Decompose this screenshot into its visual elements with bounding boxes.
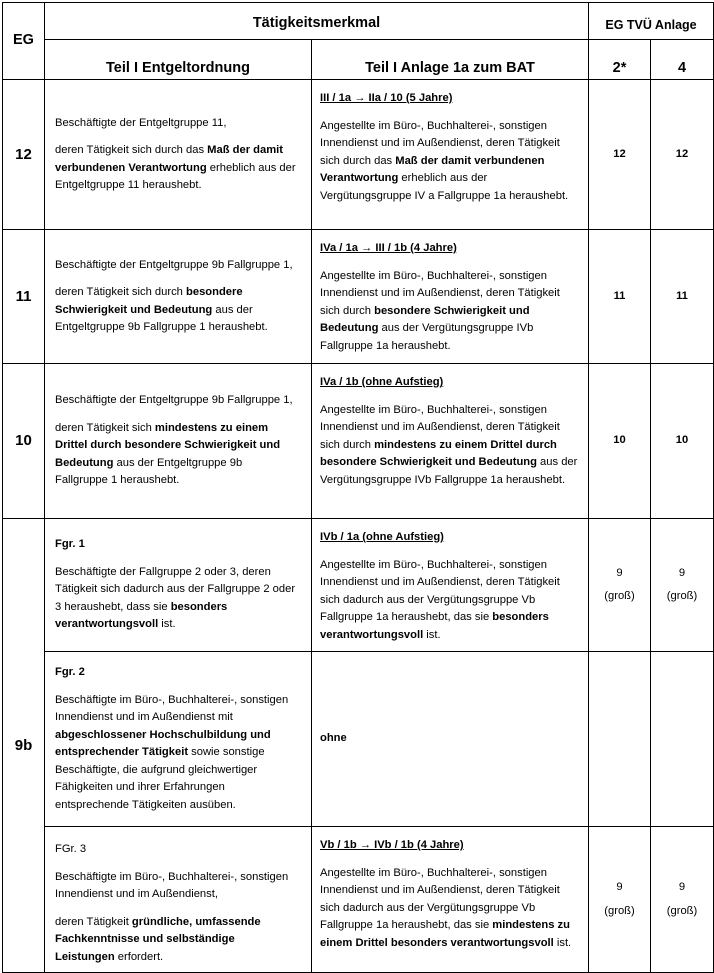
value-col-2 (589, 652, 651, 827)
eg-cell: 9b (3, 519, 45, 973)
header-teil1a: Teil I Anlage 1a zum BAT (312, 40, 589, 80)
cell-text: Beschäftigte im Büro-, Buchhalterei-, sonstigen Innendienst und im Außendienst mit abgeschlossener Hochschulbildung und entsprechender Tätigkeit sowie sonstige Beschäftigte, die aufgrund gleichwertiger Fähigkeiten und ihrer Erfahrungen entsprechende Tätigkeiten ausüben. (55, 693, 289, 811)
cell-text: Beschäftigte im Büro-, Buchhalterei-, sonstigen Innendienst und im Außendienst, (55, 870, 289, 900)
bat-heading: IVb / 1a (ohne Aufstieg) (320, 531, 444, 543)
entgeltordnung-table (2, 2, 714, 973)
value-col-4: 10 (651, 364, 714, 519)
bat-heading: III / 1a → IIa / 10 (5 Jahre) (320, 92, 453, 104)
value-suffix: (groß) (604, 904, 635, 917)
value-col-4: 11 (651, 230, 714, 364)
value-col-4 (651, 519, 714, 652)
value: 9 (616, 566, 623, 579)
bat-cell: ohne (312, 652, 589, 827)
cell-text: Angestellte im Büro-, Buchhalterei-, sonstigen Innendienst und im Außendienst, deren Tätigkeit sich dadurch aus der Vergütungsgruppe Vb Fallgruppe 1a heraushebt, das sie besonders verantwortungsvoll ist. (320, 558, 560, 641)
header-eg: EG (3, 3, 45, 80)
value-col-2: 12 (589, 80, 651, 230)
value-suffix: (groß) (666, 590, 698, 602)
value: 9 (678, 566, 686, 579)
value-col-2 (589, 519, 651, 652)
bat-cell (312, 519, 589, 652)
entgeltordnung-cell (45, 827, 312, 973)
entgeltordnung-cell (45, 652, 312, 827)
fallgruppe-label: Fgr. 1 (55, 538, 85, 551)
value-suffix: (groß) (604, 590, 635, 602)
value-col-2 (589, 827, 651, 973)
entgeltordnung-cell (45, 364, 312, 519)
cell-text: Angestellte im Büro-, Buchhalterei-, sonstigen Innendienst und im Außendienst, deren Tätigkeit sich durch besondere Schwierigkeit und Bedeutung aus der Vergütungsgruppe IVb Fallgruppe 1a heraushebt. (320, 269, 560, 352)
header-eg-tvue-anlage: EG TVÜ Anlage (589, 3, 714, 40)
cell-text: deren Tätigkeit sich durch besondere Schwierigkeit und Bedeutung aus der Entgeltgruppe 9b Fallgruppe 1 heraushebt. (55, 286, 268, 333)
cell-text: Angestellte im Büro-, Buchhalterei-, sonstigen Innendienst und im Außendienst, deren Tätigkeit sich durch das Maß der damit verbundenen Verantwortung erheblich aus der Vergütungsgruppe IV a Fallgruppe 1a heraushebt. (320, 119, 569, 202)
cell-text: deren Tätigkeit sich mindestens zu einem Drittel durch besondere Schwierigkeit und Bedeutung aus der Entgeltgruppe 9b Fallgruppe 1 heraushebt. (55, 421, 281, 487)
cell-text: Beschäftigte der Entgeltgruppe 9b Fallgruppe 1, (55, 394, 293, 407)
fallgruppe-label: FGr. 3 (55, 843, 87, 855)
table-row (3, 80, 714, 230)
bat-cell (312, 827, 589, 973)
entgeltordnung-cell (45, 519, 312, 652)
value: 9 (616, 881, 623, 893)
entgeltordnung-cell (45, 230, 312, 364)
value-col-4 (651, 827, 714, 973)
bat-cell (312, 230, 589, 364)
bat-heading: IVa / 1b (ohne Aufstieg) (320, 376, 444, 388)
cell-text: Beschäftigte der Fallgruppe 2 oder 3, deren Tätigkeit sich dadurch aus der Fallgruppe 2 oder 3 heraushebt, dass sie besonders verantwortungsvoll ist. (55, 565, 296, 631)
header-taetigkeitsmerkmal: Tätigkeitsmerkmal (45, 3, 589, 40)
cell-text: Beschäftigte der Entgeltgruppe 11, (55, 116, 227, 129)
eg-cell: 12 (3, 80, 45, 230)
eg-cell: 11 (3, 230, 45, 364)
value-col-4: 12 (651, 80, 714, 230)
table-row (3, 230, 714, 364)
value-col-4 (651, 652, 714, 827)
table-row (3, 364, 714, 519)
cell-text: Beschäftigte der Entgeltgruppe 9b Fallgruppe 1, (55, 258, 293, 271)
header-teil1: Teil I Entgeltordnung (45, 40, 312, 80)
cell-text: Angestellte im Büro-, Buchhalterei-, sonstigen Innendienst und im Außendienst, deren Tätigkeit sich durch mindestens zu einem Drittel durch besondere Schwierigkeit und Bedeutung aus der Vergütungsgruppe IVb Fallgruppe 1a heraushebt. (320, 403, 578, 486)
bat-cell (312, 80, 589, 230)
bat-heading: Vb / 1b → IVb / 1b (4 Jahre) (320, 839, 464, 851)
table-row (3, 519, 714, 652)
value-suffix: (groß) (666, 904, 698, 917)
entgeltordnung-cell (45, 80, 312, 230)
cell-text: deren Tätigkeit sich durch das Maß der damit verbundenen Verantwortung erheblich aus der Entgeltgruppe 11 heraushebt. (55, 144, 296, 191)
value: 9 (678, 881, 686, 893)
bat-heading: IVa / 1a → III / 1b (4 Jahre) (320, 242, 457, 254)
header-col-4: 4 (651, 40, 714, 80)
header-col-2: 2* (589, 40, 651, 80)
table-row (3, 652, 714, 827)
bat-cell (312, 364, 589, 519)
fallgruppe-label: Fgr. 2 (55, 666, 85, 678)
value-col-2: 11 (589, 230, 651, 364)
eg-cell: 10 (3, 364, 45, 519)
cell-text: deren Tätigkeit gründliche, umfassende Fachkenntnisse und selbständige Leistungen erfordert. (55, 915, 261, 963)
value-col-2: 10 (589, 364, 651, 519)
table-row (3, 827, 714, 973)
cell-text: Angestellte im Büro-, Buchhalterei-, sonstigen Innendienst und im Außendienst, deren Tätigkeit sich dadurch aus der Vergütungsgruppe Vb Fallgruppe 1a heraushebt, das sie mindestens zu einem Drittel besonders verantwortungsvoll ist. (320, 866, 572, 949)
